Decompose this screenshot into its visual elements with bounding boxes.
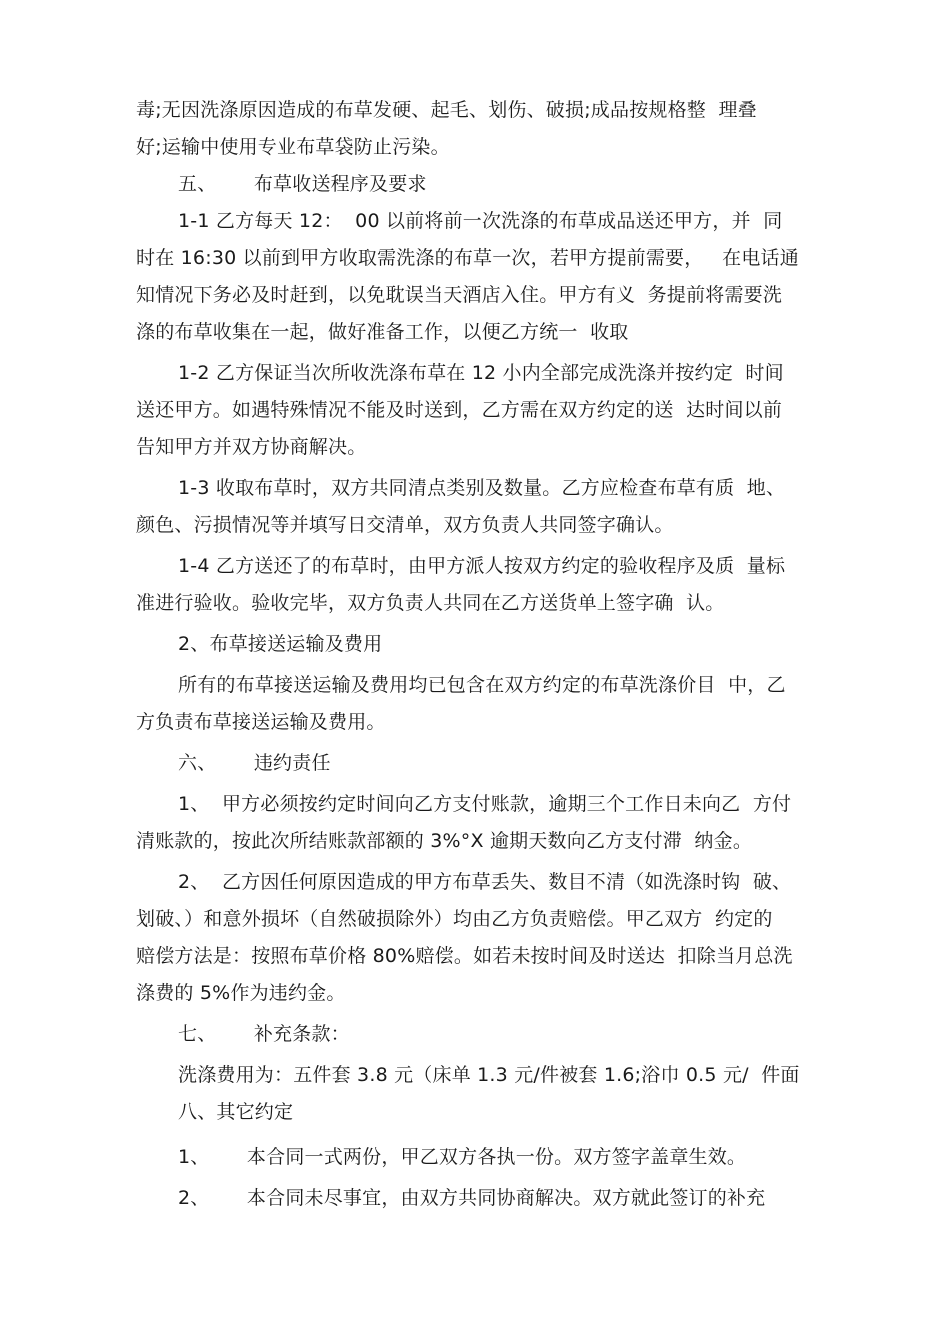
paragraph-line: 知情况下务必及时赶到，以免耽误当天酒店入住。甲方有义 务提前将需要洗: [136, 284, 783, 306]
paragraph-line: 涤费的 5%作为违约金。: [136, 982, 346, 1004]
paragraph-line: 所有的布草接送运输及费用均已包含在双方约定的布草洗涤价目 中，乙: [178, 674, 786, 696]
paragraph-line: 1-2 乙方保证当次所收洗涤布草在 12 小内全部完成洗涤并按约定 时间: [178, 362, 784, 384]
paragraph-line: 2、 本合同未尽事宜，由双方共同协商解决。双方就此签订的补充: [178, 1187, 766, 1209]
paragraph-line: 准进行验收。验收完毕，双方负责人共同在乙方送货单上签字确 认。: [136, 592, 725, 614]
paragraph-line: 1、 本合同一式两份，甲乙双方各执一份。双方签字盖章生效。: [178, 1146, 747, 1168]
paragraph-line: 颜色、污损情况等并填写日交清单，双方负责人共同签字确认。: [136, 514, 674, 536]
paragraph-line: 告知甲方并双方协商解决。: [136, 436, 367, 458]
document-body: [136, 92, 824, 1217]
paragraph-line: 六、 违约责任: [178, 752, 331, 774]
paragraph-line: 五、 布草收送程序及要求: [178, 173, 427, 195]
paragraph-line: 时在 16:30 以前到甲方收取需洗涤的布草一次，若甲方提前需要， 在电话通: [136, 247, 799, 269]
paragraph-line: 赔偿方法是：按照布草价格 80%赔偿。如若未按时间及时送达 扣除当月总洗: [136, 945, 793, 967]
paragraph-line: 1-3 收取布草时，双方共同清点类别及数量。乙方应检查布草有质 地、: [178, 477, 786, 499]
paragraph-line: 方负责布草接送运输及费用。: [136, 711, 386, 733]
paragraph-line: 1-1 乙方每天 12： 00 以前将前一次洗涤的布草成品送还甲方，并 同: [178, 210, 783, 232]
paragraph-line: 划破、）和意外损坏（自然破损除外）均由乙方负责赔偿。甲乙双方 约定的: [136, 908, 773, 930]
paragraph-line: 1、 甲方必须按约定时间向乙方支付账款，逾期三个工作日未向乙 方付: [178, 793, 792, 815]
paragraph-line: 七、 补充条款：: [178, 1023, 350, 1045]
paragraph-line: 涤的布草收集在一起，做好准备工作，以便乙方统一 收取: [136, 321, 629, 343]
paragraph-line: 2、 乙方因任何原因造成的甲方布草丢失、数目不清（如洗涤时钩 破、: [178, 871, 792, 893]
paragraph-line: 清账款的，按此次所结账款部额的 3%°X 逾期天数向乙方支付滞 纳金。: [136, 830, 753, 852]
paragraph-line: 2、布草接送运输及费用: [178, 633, 383, 655]
paragraph-line: 送还甲方。如遇特殊情况不能及时送到，乙方需在双方约定的送 达时间以前: [136, 399, 783, 421]
paragraph-line: 1-4 乙方送还了的布草时，由甲方派人按双方约定的验收程序及质 量标: [178, 555, 786, 577]
paragraph-line: 洗涤费用为：五件套 3.8 元（床单 1.3 元/件被套 1.6;浴巾 0.5 元/ 件面: [178, 1064, 800, 1086]
paragraph-line: 好;运输中使用专业布草袋防止污染。: [136, 136, 450, 158]
paragraph-line: 八、其它约定: [178, 1101, 294, 1123]
paragraph-line: 毒;无因洗涤原因造成的布草发硬、起毛、划伤、破损;成品按规格整 理叠: [136, 99, 757, 121]
